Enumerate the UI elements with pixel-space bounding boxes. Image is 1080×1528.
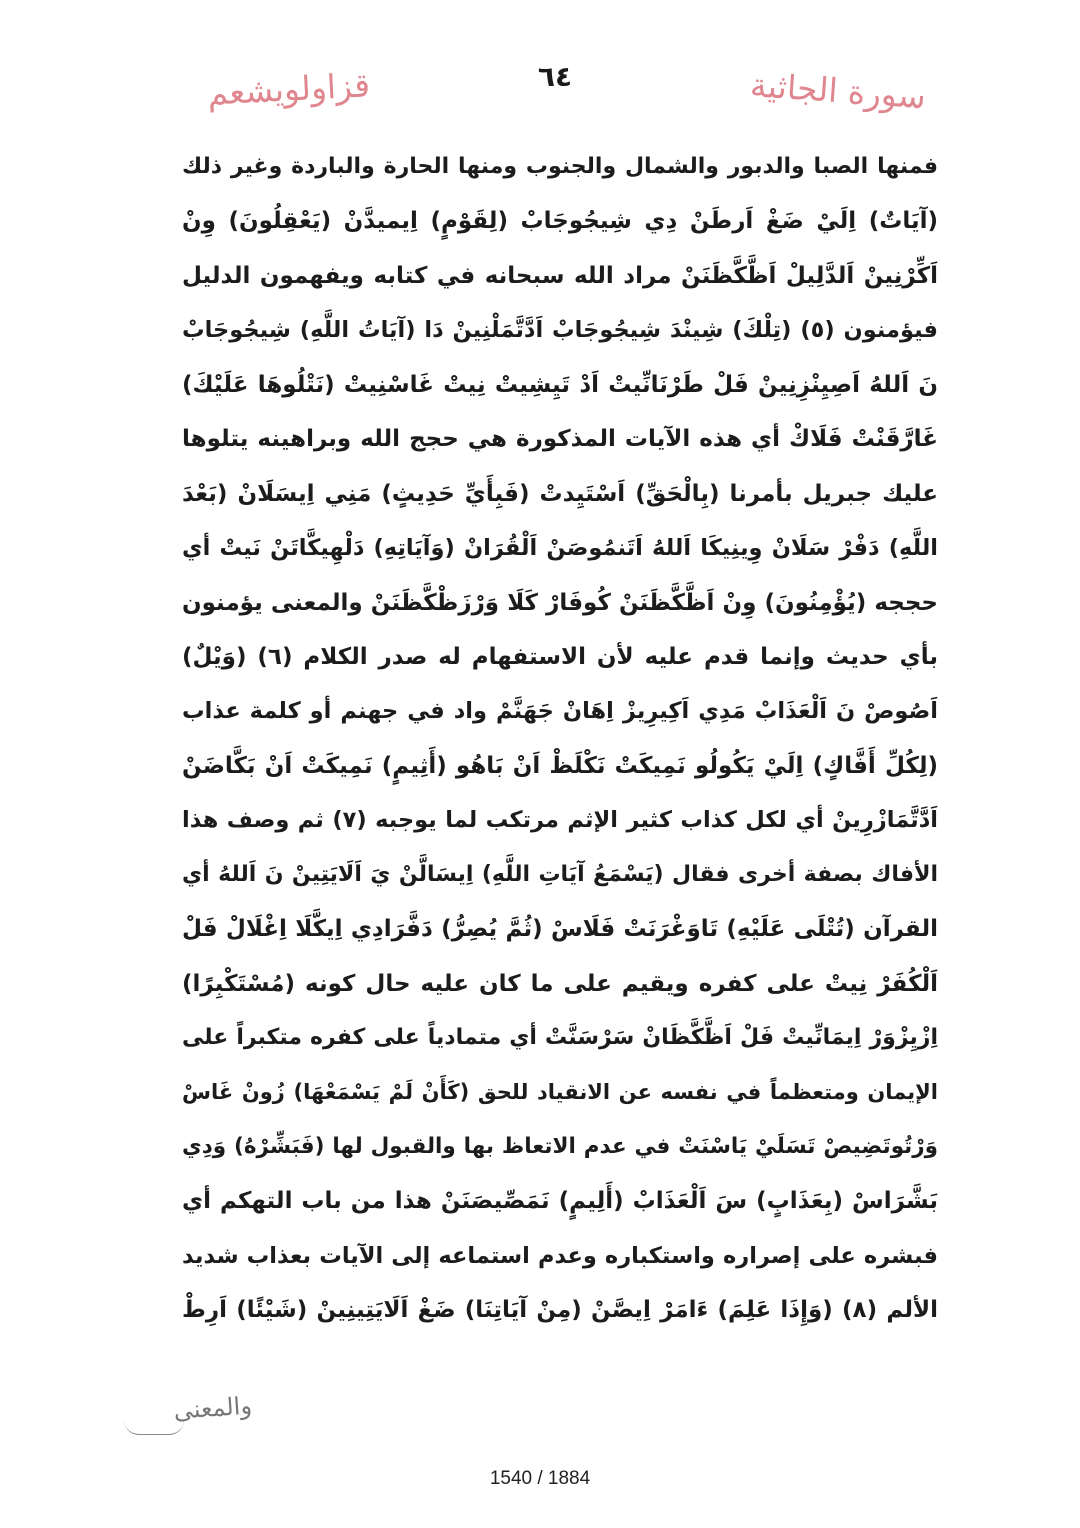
text-line: الإيمان ومتعظماً في نفسه عن الانقياد للحق (كَأَنْ لَمْ يَسْمَعْهَا) زُونْ غَاسْ	[182, 1080, 938, 1105]
text-line: غَارَّقَنْتْ فَلَاكْ أي هذه الآيات المذكورة هي حجج الله وبراهينه يتلوها	[182, 426, 938, 453]
page-number: ٦٤	[537, 60, 573, 93]
text-line: اَدَّتَّمَازْرِينْ أي لكل كذاب كثير الإثم مرتكب لما يوجبه (٧) ثم وصف هذا	[182, 807, 938, 834]
text-line: اَكِّرْنِينْ اَلدَّلِيلْ اَظَّكَّظَنَنْ مراد الله سبحانه في كتابه ويفهمون الدليل	[182, 262, 938, 289]
text-line: بأي حديث وإنما قدم عليه لأن الاستفهام له صدر الكلام (٦) (وَيْلٌ)	[182, 643, 938, 670]
text-line: الألم (٨) (وَإِذَا عَلِمَ) ءَامَرْ اِيصَّنْ (مِنْ آيَاتِنَا) ضَغْ اَلَايَتِينِينْ (شَيْئًا) اَرِطْ	[182, 1297, 938, 1324]
header-handwritten-note: قزاولويشعم	[206, 65, 371, 113]
handwritten-underline	[124, 1420, 184, 1435]
footer-handwritten-note: والمعنى	[172, 1391, 253, 1425]
text-line: عليك جبريل بأمرنا (بِالْحَقِّ) اَسْتَيِدتْ (فَبِأَيِّ حَدِيثٍ) مَنِي اِيسَلَانْ (بَعْدَ	[182, 480, 938, 507]
text-line: اللَّهِ) دَفْرْ سَلَانْ وِينِيكَا اَللهُ اَتَنمُوصَنْ اَلْقُرَانْ (وَآيَاتِهِ) دَلْهِيكَّاتَنْ نَيتْ أي	[182, 535, 938, 562]
text-line: اَصُوصْ نَ اَلْعَذَابْ مَدِي اَكِيرِيزْ اِهَانْ جَهَنَّمْ واد في جهنم أو كلمة عذاب	[182, 698, 938, 725]
text-line: حججه (يُؤْمِنُونَ) وِنْ اَظَّكَّظَنَنْ كُوفَارْ كَلَا وَرْزَظْكَّظَنَنْ والمعنى يؤمنون	[182, 589, 938, 616]
text-line: بَشَّرَاسْ (بِعَذَابٍ) سَ اَلْعَذَابْ (أَلِيمٍ) نَمَصِّيصَنَنْ هذا من باب التهكم أي	[182, 1188, 938, 1215]
text-line: (لِكُلِّ أَفَّاكٍ) اِلَيْ يَكُولُو نَمِيكَتْ نَكْلَظْ اَنْ بَاهُو (أَثِيمٍ) نَمِيكَتْ اَنْ بَكَّاضَنْ	[182, 752, 938, 779]
surah-title: سورة الجاثية	[748, 65, 928, 117]
text-line: اَلْكُفَرْ نِيتْ على كفره ويقيم على ما كان عليه حال كونه (مُسْتَكْبِرًا)	[182, 970, 938, 997]
text-line: وَرْتُوتَضِيصْ تَسَلَيْ يَاسْنَتْ في عدم الاتعاظ بها والقبول لها (فَبَشِّرْهُ) وَدِي	[182, 1133, 938, 1159]
text-line: نَ اَللهُ اَصِيِنْزِنِينْ فَلْ طَرْنَانِّيتْ اَدْ تَيِشِيتْ نِيتْ غَاسْنِيتْ (نَتْلُوهَا عَلَيْكَ)	[182, 371, 938, 398]
text-line: فبشره على إصراره واستكباره وعدم استماعه إلى الآيات بعذاب شديد	[182, 1242, 938, 1269]
text-line: (آيَاتٌ) اِلَيْ ضَغْ اَرطَنْ دِي شِيجُوجَابْ (لِقَوْمٍ) اِيميدَّنْ (يَعْقِلُونَ) وِنْ	[182, 208, 938, 235]
text-line: القرآن (تُتْلَى عَلَيْهِ) تَاوَغْرَنَتْ فَلَاسْ (ثُمَّ يُصِرُّ) دَفَّرَادِي اِيكَّلَا اِغْلَالْ فَلْ	[182, 916, 938, 943]
text-line: اِزْيِزْوَرْ اِيمَانِّيتْ فَلْ اَظَّكَّظَانْ سَرْسَنَّتْ أي متمادياً على كفره متكبراً على	[182, 1025, 938, 1050]
pagination-indicator: 1540 / 1884	[489, 1468, 591, 1489]
body-text	[182, 140, 938, 1338]
text-line: فيؤمنون (٥) (تِلْكَ) شِينْدَ شِيجُوجَابْ اَدَّتَّمَلْنِينْ دَا (آيَاتُ اللَّهِ) شِيجُوجَابْ	[182, 317, 938, 344]
text-line: فمنها الصبا والدبور والشمال والجنوب ومنها الحارة والباردة وغير ذلك	[182, 154, 938, 179]
text-line: الأفاك بصفة أخرى فقال (يَسْمَعُ آيَاتِ اللَّهِ) اِيسَالَّنْ يَ اَلَايَتِينْ نَ اَللهُ أي	[182, 861, 938, 887]
